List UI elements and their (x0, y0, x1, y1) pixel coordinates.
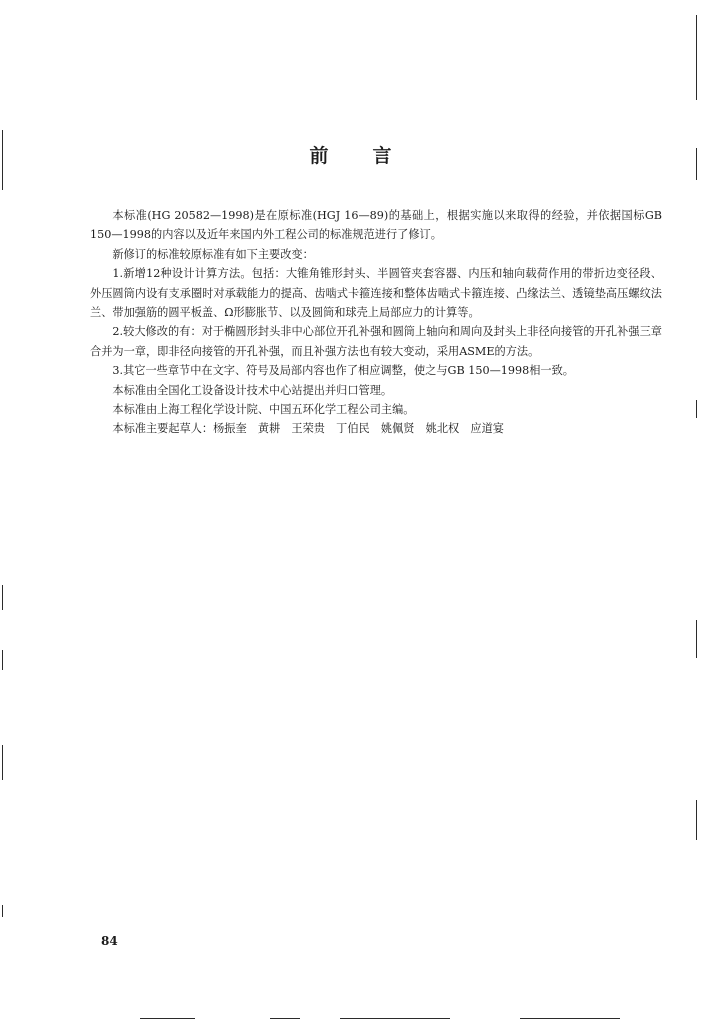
paragraph-management: 本标准由全国化工设备设计技术中心站提出并归口管理。 (112, 383, 393, 397)
page-number: 84 (101, 934, 118, 948)
scan-mark (520, 1018, 620, 1019)
paragraph-item-1: 1.新增12种设计计算方法。包括：大锥角锥形封头、半圆管夹套容器、内压和轴向载荷作用的带折边变径段、外压圆筒内设有支承圈时对承载能力的提高、齿啮式卡箍连接和整体齿啮式卡箍连接、凸缘法兰、透镜垫高压螺纹法兰、带加强筋的圆平板盖、Ω形膨胀节、以及圆筒和球壳上局部应力的计算等。 (90, 267, 662, 320)
scan-mark (140, 1018, 195, 1019)
scan-mark (2, 585, 3, 610)
scan-mark (340, 1018, 450, 1019)
scan-mark (696, 800, 697, 840)
scan-mark (2, 905, 3, 917)
paragraph-intro: 本标准(HG 20582—1998)是在原标准(HGJ 16—89)的基础上，根据实施以来取得的经验，并依据国标GB 150—1998的内容以及近年来国内外工程公司的标准规范进行了修订。 (90, 209, 662, 242)
scan-mark (270, 1018, 300, 1019)
scan-mark (696, 15, 697, 100)
scan-mark (696, 620, 697, 658)
scan-mark (696, 400, 697, 418)
scan-mark (2, 745, 3, 780)
title-char-2: 言 (372, 145, 392, 167)
page-title (0, 141, 701, 168)
paragraph-changes-lead: 新修订的标准较原标准有如下主要改变： (112, 247, 314, 261)
paragraph-editors: 本标准由上海工程化学设计院、中国五环化学工程公司主编。 (112, 403, 415, 417)
scan-mark (2, 130, 3, 190)
paragraph-item-3: 3.其它一些章节中在文字、符号及局部内容也作了相应调整，使之与GB 150—1998相一致。 (112, 364, 574, 378)
paragraph-item-2: 2.较大修改的有：对于椭圆形封头非中心部位开孔补强和圆筒上轴向和周向及封头上非径向接管的开孔补强三章合并为一章，即非径向接管的开孔补强，而且补强方法也有较大变动，采用ASME的方法。 (90, 325, 662, 358)
scan-mark (696, 148, 697, 180)
title-char-1: 前 (309, 145, 329, 167)
paragraph-drafters: 本标准主要起草人：杨振奎 黄耕 王荣贵 丁伯民 姚佩贤 姚北权 应道宴 (112, 422, 504, 436)
scan-mark (2, 650, 3, 670)
preface-body (90, 206, 662, 439)
